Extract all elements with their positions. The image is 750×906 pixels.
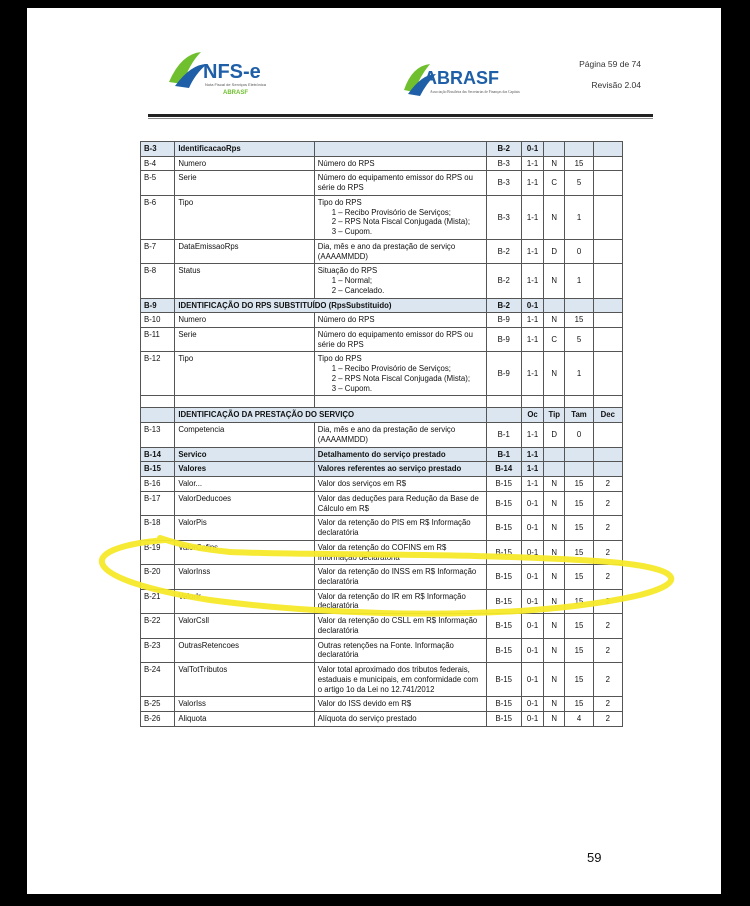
cell-parent: B-15 [486, 663, 521, 697]
empty-cell [141, 396, 175, 408]
cell-size: 15 [565, 491, 593, 515]
empty-cell [544, 396, 565, 408]
cell-parent: B-15 [486, 477, 521, 492]
cell-occurrence: 0-1 [521, 142, 543, 157]
page-label: Página 59 de 74 [579, 59, 641, 69]
cell-id: B-16 [141, 477, 175, 492]
description-text: Valor dos serviços em R$ [317, 479, 407, 489]
cell-type: N [544, 565, 565, 589]
table-row [141, 352, 623, 396]
table-section-row [141, 447, 623, 462]
cell-parent: B-15 [486, 697, 521, 712]
cell-id: B-25 [141, 697, 175, 712]
cell-description [314, 565, 486, 589]
cell-id: B-10 [141, 313, 175, 328]
cell-id: B-20 [141, 565, 175, 589]
cell-occurrence: 0-1 [521, 614, 543, 638]
cell-type: D [544, 239, 565, 263]
cell-size: 15 [565, 565, 593, 589]
cell-type [544, 462, 565, 477]
cell-size: 15 [565, 589, 593, 613]
cell-id: B-26 [141, 712, 175, 727]
cell-occurrence: Oc [521, 408, 543, 423]
cell-type: N [544, 491, 565, 515]
cell-size: 4 [565, 712, 593, 727]
cell-occurrence: 0-1 [521, 663, 543, 697]
description-text: Tipo do RPS [317, 197, 362, 207]
cell-name: Tipo [175, 195, 314, 239]
description-list-item: 2 – Cancelado. [331, 285, 385, 295]
cell-id: B-4 [141, 156, 175, 171]
cell-type: C [544, 171, 565, 195]
cell-id: B-7 [141, 239, 175, 263]
table-row [141, 477, 623, 492]
revision-label: Revisão 2.04 [591, 79, 641, 90]
table-row [141, 540, 623, 564]
description-list-item: 1 – Recibo Provisório de Serviços; [331, 207, 451, 217]
cell-type: N [544, 352, 565, 396]
empty-cell [486, 396, 521, 408]
description-list-item: 3 – Cupom. [331, 227, 373, 237]
cell-description [314, 663, 486, 697]
page-number: 59 [587, 850, 602, 865]
cell-name: ValorCofins [175, 540, 314, 564]
cell-type: N [544, 589, 565, 613]
description-text: Valor total aproximado dos tributos federais, estaduais e municipais, em conformidade com o artigo 1o da Lei no 12.741/2012 [317, 665, 479, 694]
header-rule-thin [148, 118, 653, 119]
cell-decimals: 2 [593, 540, 622, 564]
cell-decimals [593, 195, 622, 239]
cell-size: 15 [565, 697, 593, 712]
cell-size [565, 462, 593, 477]
description-text: Número do RPS [317, 315, 375, 325]
description-text: Valor da retenção do INSS em R$ Informação declaratória [317, 567, 477, 586]
cell-type [544, 142, 565, 157]
empty-cell [565, 396, 593, 408]
nfse-logo-title: NFS-e [203, 61, 261, 83]
cell-occurrence: 0-1 [521, 491, 543, 515]
table-row [141, 156, 623, 171]
table-section-row [141, 142, 623, 157]
cell-description [314, 156, 486, 171]
cell-type: N [544, 313, 565, 328]
abrasf-logo-title: ABRASF [424, 68, 499, 88]
cell-decimals: 2 [593, 477, 622, 492]
table-row [141, 171, 623, 195]
cell-occurrence: 0-1 [521, 540, 543, 564]
abrasf-logo [394, 56, 542, 108]
cell-size: 15 [565, 540, 593, 564]
cell-type: N [544, 195, 565, 239]
cell-description [314, 328, 486, 352]
cell-parent: B-15 [486, 614, 521, 638]
table-row [141, 195, 623, 239]
cell-parent: B-3 [486, 171, 521, 195]
cell-size: 1 [565, 264, 593, 298]
cell-id: B-22 [141, 614, 175, 638]
abrasf-logo-subtitle: Associação Brasileira das Secretarias de Finanças das Capitais [430, 90, 520, 94]
header-rule [148, 114, 653, 117]
description-text: Valor da retenção do CSLL em R$ Informação declaratória [317, 616, 478, 635]
cell-name: Valores [175, 462, 314, 477]
cell-type: N [544, 156, 565, 171]
cell-occurrence: 1-1 [521, 195, 543, 239]
cell-decimals: 2 [593, 614, 622, 638]
cell-decimals: 2 [593, 565, 622, 589]
cell-parent: B-2 [486, 264, 521, 298]
cell-parent: B-15 [486, 516, 521, 540]
cell-name: ValorDeducoes [175, 491, 314, 515]
cell-id: B-13 [141, 423, 175, 447]
cell-description [314, 447, 486, 462]
cell-decimals: Dec [593, 408, 622, 423]
cell-size: 0 [565, 239, 593, 263]
cell-size: 5 [565, 171, 593, 195]
cell-name: Valor... [175, 477, 314, 492]
cell-id: B-3 [141, 142, 175, 157]
cell-type: C [544, 328, 565, 352]
table-row [141, 663, 623, 697]
description-list-item: 1 – Recibo Provisório de Serviços; [331, 364, 451, 374]
cell-type: N [544, 614, 565, 638]
cell-type: N [544, 638, 565, 662]
cell-parent: B-15 [486, 589, 521, 613]
cell-parent: B-1 [486, 447, 521, 462]
cell-type: N [544, 712, 565, 727]
cell-name: DataEmissaoRps [175, 239, 314, 263]
cell-type: N [544, 516, 565, 540]
cell-size: 15 [565, 477, 593, 492]
cell-size [565, 142, 593, 157]
empty-cell [314, 396, 486, 408]
description-text: Dia, mês e ano da prestação de serviço (AAAAMMDD) [317, 425, 456, 444]
cell-decimals [593, 171, 622, 195]
cell-size [565, 298, 593, 313]
cell-parent: B-15 [486, 540, 521, 564]
cell-size: 5 [565, 328, 593, 352]
empty-cell [593, 396, 622, 408]
cell-occurrence: 0-1 [521, 697, 543, 712]
cell-parent: B-2 [486, 142, 521, 157]
table-row [141, 712, 623, 727]
cell-type: N [544, 477, 565, 492]
cell-description [314, 195, 486, 239]
cell-name: ValorCsll [175, 614, 314, 638]
cell-size: 15 [565, 516, 593, 540]
cell-occurrence: 1-1 [521, 447, 543, 462]
cell-name: ValorInss [175, 565, 314, 589]
cell-type [544, 298, 565, 313]
cell-name: ValorPis [175, 516, 314, 540]
cell-decimals [593, 352, 622, 396]
table-row [141, 697, 623, 712]
cell-description [314, 171, 486, 195]
cell-id [141, 408, 175, 423]
description-text: Número do RPS [317, 158, 375, 168]
table-row [141, 328, 623, 352]
cell-id: B-24 [141, 663, 175, 697]
table-row [141, 423, 623, 447]
field-spec-table [140, 141, 623, 727]
cell-decimals [593, 264, 622, 298]
cell-parent: B-9 [486, 313, 521, 328]
description-list-item: 3 – Cupom. [331, 383, 373, 393]
cell-parent: B-3 [486, 156, 521, 171]
cell-description [314, 313, 486, 328]
description-text: Alíquota do serviço prestado [317, 714, 417, 724]
cell-size: 15 [565, 663, 593, 697]
cell-parent: B-3 [486, 195, 521, 239]
cell-occurrence: 1-1 [521, 313, 543, 328]
cell-id: B-9 [141, 298, 175, 313]
cell-occurrence: 1-1 [521, 156, 543, 171]
cell-parent: B-14 [486, 462, 521, 477]
cell-id: B-15 [141, 462, 175, 477]
cell-occurrence: 1-1 [521, 477, 543, 492]
cell-description [314, 589, 486, 613]
table-section-row [141, 298, 623, 313]
cell-name: Status [175, 264, 314, 298]
cell-name: ValorIss [175, 697, 314, 712]
description-text: Tipo do RPS [317, 354, 362, 364]
cell-name: IdentificacaoRps [175, 142, 314, 157]
cell-name: ValorIr [175, 589, 314, 613]
cell-description [314, 462, 486, 477]
cell-decimals: 2 [593, 589, 622, 613]
cell-name: Aliquota [175, 712, 314, 727]
cell-type: Tip [544, 408, 565, 423]
cell-decimals: 2 [593, 712, 622, 727]
cell-occurrence: 1-1 [521, 423, 543, 447]
cell-parent: B-2 [486, 298, 521, 313]
cell-name: OutrasRetencoes [175, 638, 314, 662]
cell-occurrence: 1-1 [521, 171, 543, 195]
cell-size: 15 [565, 313, 593, 328]
cell-description [314, 352, 486, 396]
table-section-row [141, 462, 623, 477]
cell-type: N [544, 697, 565, 712]
table-row [141, 239, 623, 263]
cell-size: 15 [565, 638, 593, 662]
cell-description [314, 712, 486, 727]
cell-occurrence: 0-1 [521, 516, 543, 540]
cell-name: Competencia [175, 423, 314, 447]
table-row [141, 264, 623, 298]
cell-name: Serie [175, 328, 314, 352]
description-text: Dia, mês e ano da prestação de serviço (AAAAMMDD) [317, 241, 456, 261]
cell-type: D [544, 423, 565, 447]
cell-description [314, 491, 486, 515]
description-list-item: 2 – RPS Nota Fiscal Conjugada (Mista); [331, 217, 471, 227]
cell-name: IDENTIFICAÇÃO DA PRESTAÇÃO DO SERVIÇO [175, 408, 486, 423]
description-text: Valores referentes ao serviço prestado [317, 464, 462, 474]
cell-id: B-6 [141, 195, 175, 239]
cell-decimals: 2 [593, 638, 622, 662]
table-row [141, 565, 623, 589]
cell-name: Tipo [175, 352, 314, 396]
cell-id: B-23 [141, 638, 175, 662]
nfse-logo-subtitle: Nota Fiscal de Serviços Eletrônica [205, 82, 266, 87]
cell-decimals [593, 462, 622, 477]
cell-size: 1 [565, 195, 593, 239]
cell-decimals [593, 313, 622, 328]
cell-occurrence: 0-1 [521, 638, 543, 662]
description-text: Valor da retenção do IR em R$ Informação declaratória [317, 591, 466, 611]
empty-cell [175, 396, 314, 408]
table-row [141, 589, 623, 613]
cell-name: Numero [175, 156, 314, 171]
cell-size: 15 [565, 614, 593, 638]
description-text: Valor do ISS devido em R$ [317, 699, 412, 709]
cell-id: B-14 [141, 447, 175, 462]
cell-id: B-21 [141, 589, 175, 613]
cell-id: B-8 [141, 264, 175, 298]
cell-parent: B-1 [486, 423, 521, 447]
cell-occurrence: 1-1 [521, 352, 543, 396]
nfse-logo [161, 44, 291, 100]
cell-name: ValTotTributos [175, 663, 314, 697]
cell-size: 1 [565, 352, 593, 396]
cell-parent: B-15 [486, 565, 521, 589]
table-row [141, 638, 623, 662]
cell-id: B-11 [141, 328, 175, 352]
cell-parent: B-9 [486, 352, 521, 396]
description-text: Valor da retenção do COFINS em R$ Informação declaratória [317, 542, 447, 562]
empty-cell [521, 396, 543, 408]
description-list-item: 2 – RPS Nota Fiscal Conjugada (Mista); [331, 373, 471, 383]
cell-decimals: 2 [593, 697, 622, 712]
cell-type: N [544, 663, 565, 697]
cell-description [314, 638, 486, 662]
description-text: Número do equipamento emissor do RPS ou série do RPS [317, 330, 473, 349]
cell-occurrence: 1-1 [521, 239, 543, 263]
cell-name: Serie [175, 171, 314, 195]
cell-parent: B-15 [486, 712, 521, 727]
cell-description [314, 264, 486, 298]
table-row [141, 614, 623, 638]
nfse-logo-org: ABRASF [223, 90, 248, 96]
cell-decimals [593, 423, 622, 447]
cell-occurrence: 1-1 [521, 462, 543, 477]
cell-decimals [593, 328, 622, 352]
description-list-item: 1 – Normal; [331, 276, 373, 286]
cell-size [565, 447, 593, 462]
cell-decimals: 2 [593, 516, 622, 540]
cell-type: N [544, 264, 565, 298]
cell-parent [486, 408, 521, 423]
table-row [141, 516, 623, 540]
description-text: Valor da retenção do PIS em R$ Informação declaratória [317, 518, 471, 538]
cell-description [314, 516, 486, 540]
cell-parent: B-9 [486, 328, 521, 352]
cell-occurrence: 0-1 [521, 565, 543, 589]
description-text: Valor das deduções para Redução da Base de Cálculo em R$ [317, 493, 479, 513]
cell-description [314, 239, 486, 263]
table-row [141, 491, 623, 515]
cell-name: IDENTIFICAÇÃO DO RPS SUBSTITUÍDO (RpsSubstituido) [175, 298, 486, 313]
page-info [545, 60, 641, 101]
cell-size: Tam [565, 408, 593, 423]
cell-decimals [593, 298, 622, 313]
cell-id: B-17 [141, 491, 175, 515]
cell-decimals [593, 239, 622, 263]
cell-type [544, 447, 565, 462]
cell-size: 0 [565, 423, 593, 447]
cell-id: B-12 [141, 352, 175, 396]
cell-name: Servico [175, 447, 314, 462]
table-gap-row [141, 396, 623, 408]
cell-description [314, 423, 486, 447]
cell-size: 15 [565, 156, 593, 171]
cell-description [314, 477, 486, 492]
cell-description [314, 697, 486, 712]
cell-id: B-19 [141, 540, 175, 564]
cell-occurrence: 0-1 [521, 589, 543, 613]
cell-description [314, 614, 486, 638]
cell-decimals [593, 447, 622, 462]
cell-parent: B-2 [486, 239, 521, 263]
table-section-row [141, 408, 623, 423]
cell-occurrence: 1-1 [521, 264, 543, 298]
description-text: Situação do RPS [317, 266, 378, 276]
document-page [27, 8, 721, 894]
description-text: Número do equipamento emissor do RPS ou série do RPS [317, 173, 473, 193]
cell-id: B-18 [141, 516, 175, 540]
cell-decimals: 2 [593, 663, 622, 697]
cell-parent: B-15 [486, 638, 521, 662]
cell-occurrence: 0-1 [521, 298, 543, 313]
cell-description [314, 142, 486, 157]
description-text: Detalhamento do serviço prestado [317, 449, 446, 459]
cell-decimals [593, 156, 622, 171]
cell-decimals [593, 142, 622, 157]
cell-parent: B-15 [486, 491, 521, 515]
cell-occurrence: 0-1 [521, 712, 543, 727]
cell-type: N [544, 540, 565, 564]
cell-id: B-5 [141, 171, 175, 195]
cell-decimals: 2 [593, 491, 622, 515]
cell-occurrence: 1-1 [521, 328, 543, 352]
description-text: Outras retenções na Fonte. Informação declaratória [317, 640, 454, 660]
cell-name: Numero [175, 313, 314, 328]
cell-description [314, 540, 486, 564]
table-row [141, 313, 623, 328]
